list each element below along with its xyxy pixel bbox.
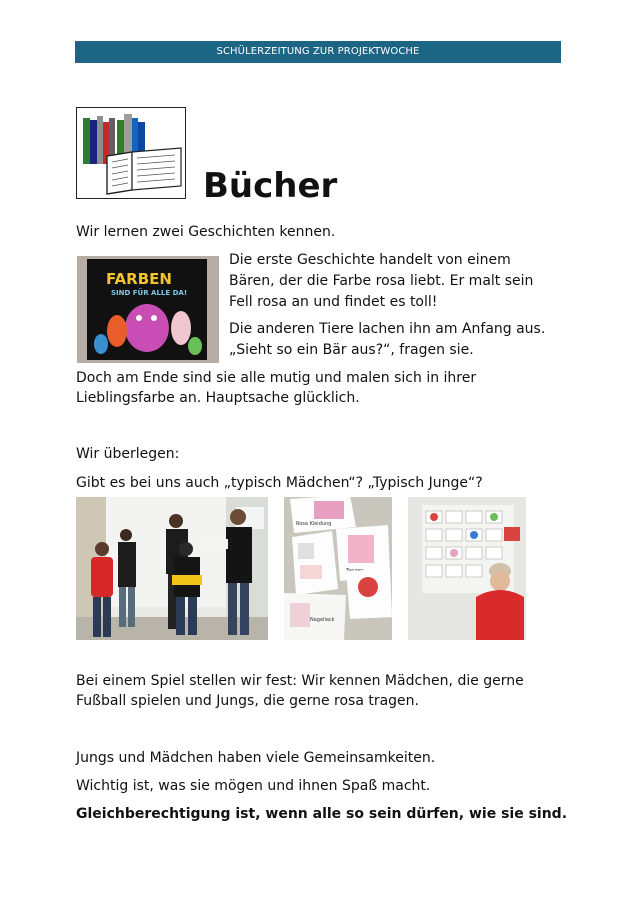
cover-title-2: SIND FÜR ALLE DA! [110,289,188,297]
ending-line-1: Doch am Ende sind sie alle mutig und malen sich in ihrer [76,370,477,386]
card-label-1: Rosa Kleidung [296,521,332,527]
book-cover-image [77,256,219,363]
story-line-5: „Sieht so ein Bär aus?“, fragen sie. [229,342,474,358]
reflect-line-1: Wir überlegen: [76,446,180,462]
game-line-1: Bei einem Spiel stellen wir fest: Wir kennen Mädchen, die gerne [76,673,524,689]
intro-text: Wir lernen zwei Geschichten kennen. [76,224,336,240]
closing-line-2: Wichtig ist, was sie mögen und ihnen Spaß macht. [76,778,431,794]
closing-line-1: Jungs und Mädchen haben viele Gemeinsamkeiten. [76,750,436,766]
classroom-photo [76,497,268,640]
card-label-3: Nagellack [310,617,335,623]
books-icon [76,107,186,199]
picture-cards-photo [284,497,392,640]
svg-text:.: . [146,264,148,269]
cover-title-1: FARBEN [106,270,172,288]
wall-cards-photo [408,497,526,640]
closing-line-3: Gleichberechtigung ist, wenn alle so sein dürfen, wie sie sind. [76,806,568,822]
story-line-4: Die anderen Tiere lachen ihn am Anfang aus. [229,321,546,337]
reflect-line-2: Gibt es bei uns auch „typisch Mädchen“? „Typisch Junge“? [76,475,483,491]
story-line-3: Fell rosa an und findet es toll! [229,294,438,310]
story-line-2: Bären, der die Farbe rosa liebt. Er malt sein [229,273,534,289]
ending-line-2: Lieblingsfarbe an. Hauptsache glücklich. [76,390,360,406]
page-title: Bücher [203,166,338,206]
header-banner: SCHÜLERZEITUNG ZUR PROJEKTWOCHE [75,41,561,63]
story-line-1: Die erste Geschichte handelt von einem [229,252,511,268]
game-line-2: Fußball spielen und Jungs, die gerne rosa tragen. [76,693,419,709]
